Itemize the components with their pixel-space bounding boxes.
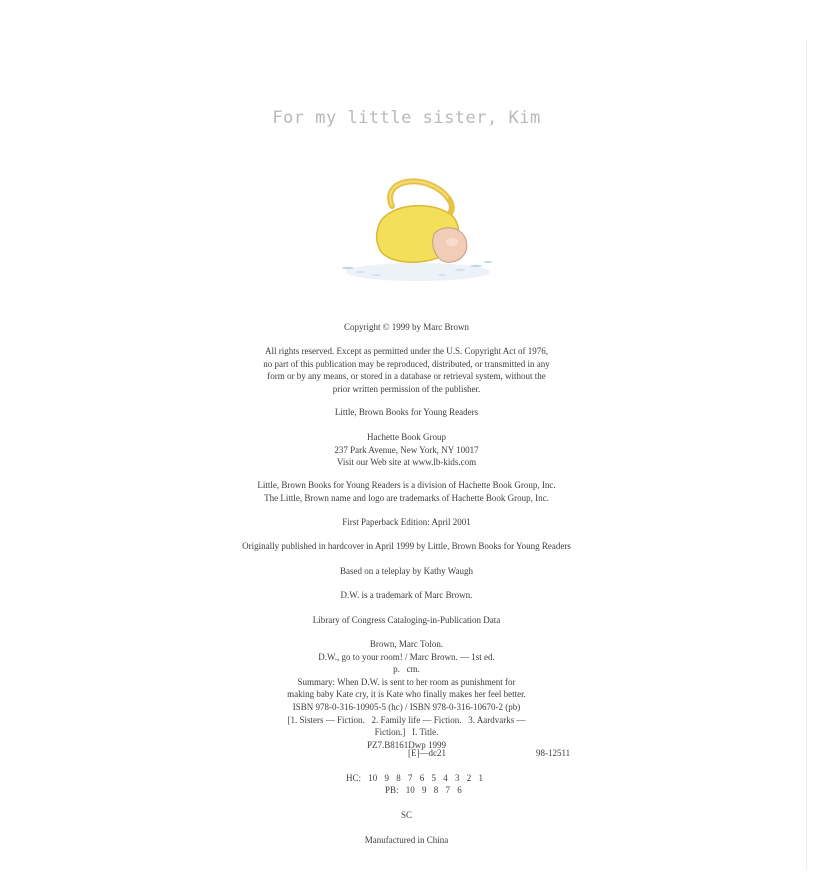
cip-classification: [E]—dc21 (408, 748, 446, 758)
dw-trademark-line: D.W. is a trademark of Marc Brown. (340, 590, 473, 600)
edition-line: First Paperback Edition: April 2001 (342, 517, 471, 527)
publisher-address (0, 431, 813, 469)
sc-code: SC (400, 810, 412, 820)
pb-printing-line: PB: 10 9 8 7 6 (385, 785, 462, 795)
rights-line: prior written permission of the publisher. (332, 383, 481, 394)
hc-printing-line: HC: 10 9 8 7 6 5 4 3 2 1 (346, 773, 484, 783)
trademark-notice (0, 479, 813, 504)
teleplay-credit: Based on a teleplay by Kathy Waugh (339, 566, 474, 576)
cip-line: p. cm. (393, 664, 420, 675)
address-line: Hachette Book Group (367, 432, 446, 442)
manufactured-line: Manufactured in China (364, 835, 449, 845)
rights-line: no part of this publication may be reproduced, distributed, or transmitted in any (263, 358, 550, 369)
cip-line: Fiction.] I. Title. (374, 727, 439, 738)
address-line: 237 Park Avenue, New York, NY 10017 (334, 444, 479, 455)
original-publication-line: Originally published in hardcover in April 1999 by Little, Brown Books for Young Readers (242, 541, 571, 551)
rights-line: form or by any means, or stored in a database or retrieval system, without the (267, 371, 546, 382)
pacifier-illustration (330, 176, 510, 286)
cip-line: Summary: When D.W. is sent to her room as punishment for (297, 676, 516, 687)
dedication: For my little sister, Kim (272, 108, 541, 128)
address-line: Visit our Web site at www.lb-kids.com (336, 457, 477, 468)
copyright-line: Copyright © 1999 by Marc Brown (343, 322, 470, 332)
cip-line: making baby Kate cry, it is Kate who finally makes her feel better. (287, 689, 526, 700)
cip-line: D.W., go to your room! / Marc Brown. — 1st ed. (318, 651, 495, 662)
cip-line: [1. Sisters — Fiction. 2. Family life — Fiction. 3. Aardvarks — (287, 714, 526, 725)
rights-statement (0, 345, 813, 395)
trademark-line: The Little, Brown name and logo are trademarks of Hachette Book Group, Inc. (264, 492, 549, 503)
trademark-line: Little, Brown Books for Young Readers is a division of Hachette Book Group, Inc. (257, 480, 556, 490)
cip-line: PZ7.B8161Dwp 1999 (366, 739, 446, 750)
rights-line: All rights reserved. Except as permitted under the U.S. Copyright Act of 1976, (265, 346, 548, 356)
cip-line: Brown, Marc Tolon. (369, 639, 444, 649)
cip-data (0, 638, 813, 751)
publisher-imprint: Little, Brown Books for Young Readers (334, 407, 479, 417)
cip-line: ISBN 978-0-316-10905-5 (hc) / ISBN 978-0-316-10670-2 (pb) (292, 701, 521, 712)
cip-number: 98-12511 (536, 748, 571, 758)
loc-heading: Library of Congress Cataloging-in-Publication Data (312, 615, 501, 625)
